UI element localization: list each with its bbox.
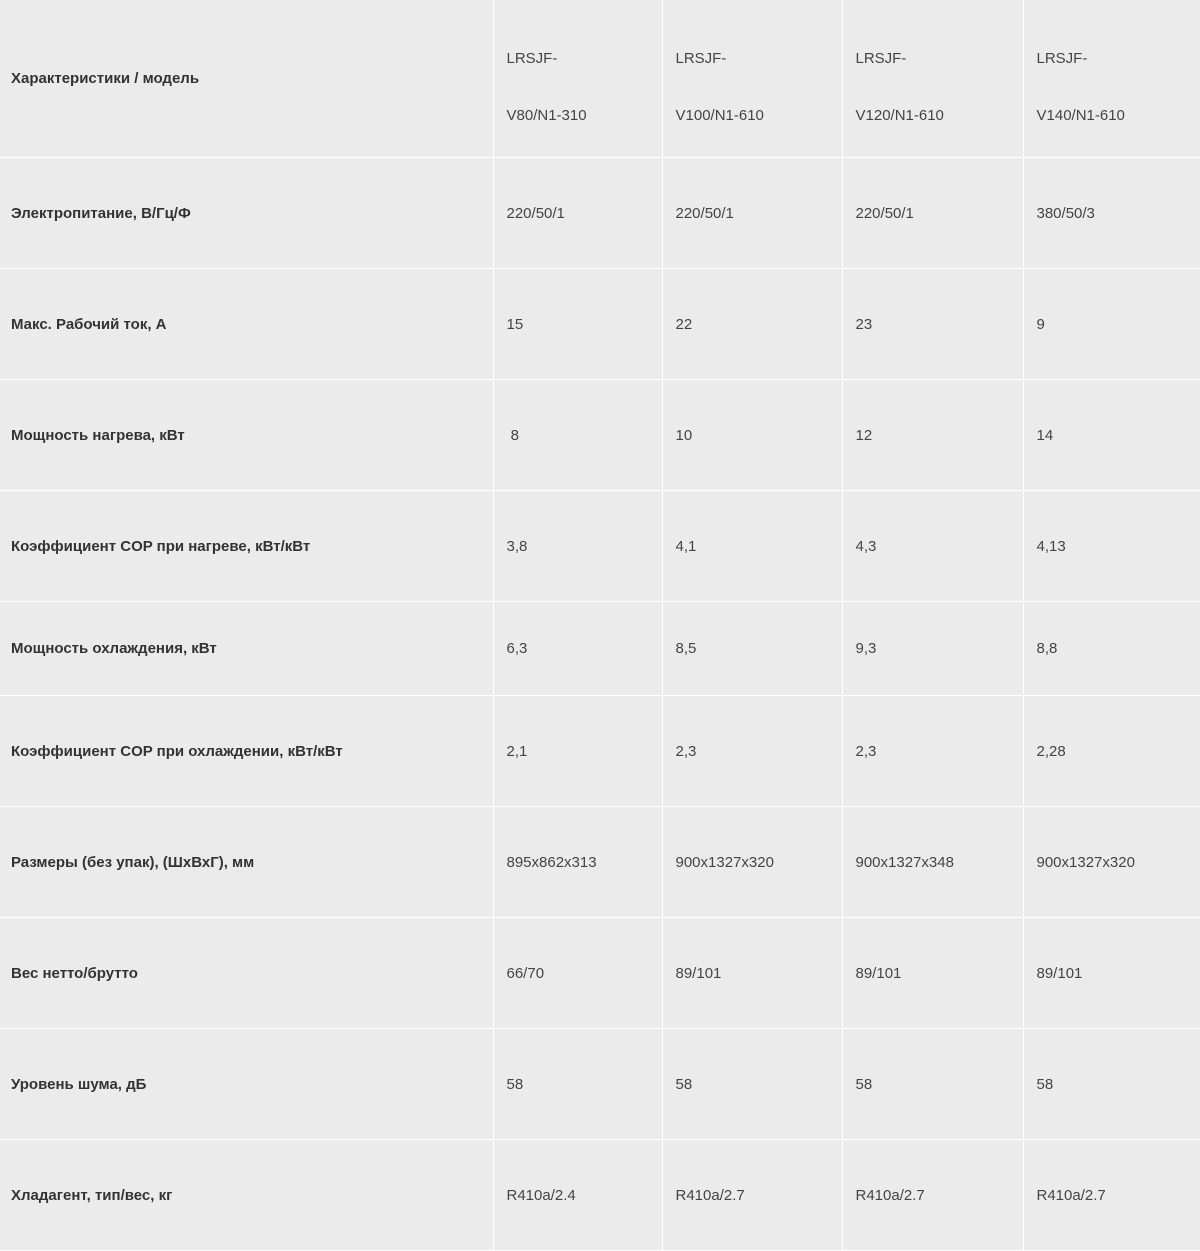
- row-label: Хладагент, тип/вес, кг: [0, 1140, 493, 1251]
- table-cell: 3,8: [493, 491, 662, 602]
- table-cell: 58: [842, 1029, 1023, 1140]
- table-cell: 4,13: [1023, 491, 1200, 602]
- table-cell: R410a/2.7: [662, 1140, 842, 1251]
- model-header-cell: [662, 0, 842, 158]
- model-header-cell: [1023, 0, 1200, 158]
- table-cell: 89/101: [842, 918, 1023, 1029]
- table-cell: 220/50/1: [842, 158, 1023, 269]
- table-cell: 23: [842, 269, 1023, 380]
- model-name-suffix: V80/N1-310: [507, 107, 662, 125]
- table-cell: 66/70: [493, 918, 662, 1029]
- table-cell: 6,3: [493, 602, 662, 696]
- table-cell: 380/50/3: [1023, 158, 1200, 269]
- table-cell: 2,3: [662, 696, 842, 807]
- model-name-suffix: V100/N1-610: [676, 107, 842, 125]
- model-name-prefix: LRSJF-: [1037, 50, 1200, 68]
- model-header-cell: [842, 0, 1023, 158]
- table-cell: 89/101: [1023, 918, 1200, 1029]
- row-label: Уровень шума, дБ: [0, 1029, 493, 1140]
- table-cell: R410a/2.7: [842, 1140, 1023, 1251]
- table-cell: 8,5: [662, 602, 842, 696]
- model-name-prefix: LRSJF-: [676, 50, 842, 68]
- table-cell: 10: [662, 380, 842, 491]
- model-name-prefix: LRSJF-: [507, 50, 662, 68]
- table-cell: 58: [662, 1029, 842, 1140]
- table-header-row: [0, 0, 1200, 158]
- table-cell: 900x1327x320: [662, 807, 842, 918]
- table-cell: 14: [1023, 380, 1200, 491]
- table-cell: 4,1: [662, 491, 842, 602]
- model-header-cell: [493, 0, 662, 158]
- table-cell: 2,1: [493, 696, 662, 807]
- table-cell: R410a/2.7: [1023, 1140, 1200, 1251]
- table-cell: 900x1327x348: [842, 807, 1023, 918]
- table-row: [0, 158, 1200, 269]
- row-label: Размеры (без упак), (ШхВхГ), мм: [0, 807, 493, 918]
- header-label: Характеристики / модель: [0, 0, 493, 158]
- table-cell: 2,28: [1023, 696, 1200, 807]
- table-cell: 8,8: [1023, 602, 1200, 696]
- table-row: [0, 1029, 1200, 1140]
- table-cell: R410a/2.4: [493, 1140, 662, 1251]
- model-name-suffix: V120/N1-610: [856, 107, 1023, 125]
- table-row: [0, 602, 1200, 696]
- table-cell: 895x862x313: [493, 807, 662, 918]
- table-row: [0, 1140, 1200, 1251]
- row-label: Коэффициент COP при нагреве, кВт/кВт: [0, 491, 493, 602]
- row-label: Электропитание, В/Гц/Ф: [0, 158, 493, 269]
- table-cell: 220/50/1: [493, 158, 662, 269]
- table-row: [0, 269, 1200, 380]
- table-cell: 9: [1023, 269, 1200, 380]
- table-row: [0, 918, 1200, 1029]
- table-cell: 220/50/1: [662, 158, 842, 269]
- table-cell: 12: [842, 380, 1023, 491]
- table-cell: 89/101: [662, 918, 842, 1029]
- table-row: [0, 380, 1200, 491]
- table-row: [0, 696, 1200, 807]
- table-row: [0, 807, 1200, 918]
- table-cell: 15: [493, 269, 662, 380]
- row-label: Мощность нагрева, кВт: [0, 380, 493, 491]
- table-cell: 58: [1023, 1029, 1200, 1140]
- model-name-suffix: V140/N1-610: [1037, 107, 1200, 125]
- row-label: Вес нетто/брутто: [0, 918, 493, 1029]
- model-name-prefix: LRSJF-: [856, 50, 1023, 68]
- table-cell: 58: [493, 1029, 662, 1140]
- row-label: Макс. Рабочий ток, А: [0, 269, 493, 380]
- table-cell: 4,3: [842, 491, 1023, 602]
- row-label: Коэффициент COP при охлаждении, кВт/кВт: [0, 696, 493, 807]
- table-cell: 8: [493, 380, 662, 491]
- table-cell: 9,3: [842, 602, 1023, 696]
- table-cell: 22: [662, 269, 842, 380]
- table-cell: 900x1327x320: [1023, 807, 1200, 918]
- table-row: [0, 491, 1200, 602]
- row-label: Мощность охлаждения, кВт: [0, 602, 493, 696]
- table-cell: 2,3: [842, 696, 1023, 807]
